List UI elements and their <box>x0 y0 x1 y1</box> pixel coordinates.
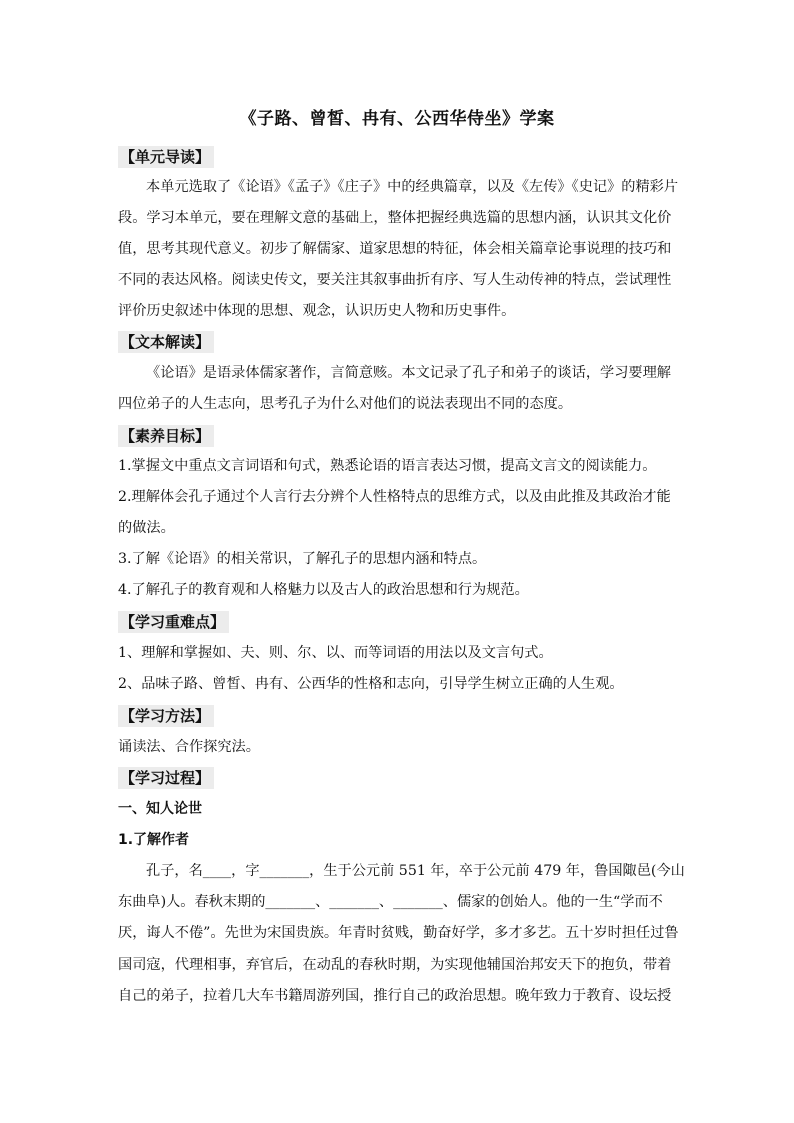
goal-item: 2.理解体会孔子通过个人言行去分辨个人性格特点的思维方式，以及由此推及其政治才能 <box>118 489 671 505</box>
goal-item: 1.掌握文中重点文言词语和句式，熟悉论语的语言表达习惯，提高文言文的阅读能力。 <box>118 458 657 474</box>
section-heading-unit-intro: 【单元导读】 <box>118 146 214 168</box>
methods-text: 诵读法、合作探究法。 <box>118 739 260 755</box>
key-point-item: 2、品味子路、曾皙、冉有、公西华的性格和志向，引导学生树立正确的人生观。 <box>118 676 624 692</box>
paragraph-line: 厌，诲人不倦”。先世为宋国贵族。年青时贫贱，勤奋好学，多才多艺。五十岁时担任过鲁 <box>118 925 679 941</box>
section-heading-process: 【学习过程】 <box>118 767 214 789</box>
section-heading-text-reading: 【文本解读】 <box>118 331 214 353</box>
section-heading-key-points: 【学习重难点】 <box>118 611 229 633</box>
paragraph-line: 东曲阜)人。春秋末期的_______、_______、_______、儒家的创始人。他的一生“学而不 <box>118 894 663 910</box>
goal-item: 4.了解孔子的教育观和人格魅力以及古人的政治思想和行为规范。 <box>118 582 529 598</box>
section-heading-methods: 【学习方法】 <box>118 705 214 727</box>
paragraph-line: 四位弟子的人生志向，思考孔子为什么对他们的说法表现出不同的态度。 <box>118 396 573 412</box>
paragraph-line: 评价历史叙述中体现的思想、观念，认识历史人物和历史事件。 <box>118 303 516 319</box>
section-heading-goals: 【素养目标】 <box>118 425 214 447</box>
document-title: 《子路、曾皙、冉有、公西华侍坐》学案 <box>239 109 555 129</box>
subheading-about-author: 1.了解作者 <box>118 832 190 848</box>
goal-item: 3.了解《论语》的相关常识，了解孔子的思想内涵和特点。 <box>118 551 487 567</box>
paragraph-line: 自己的弟子，拉着几大车书籍周游列国，推行自己的政治思想。晚年致力于教育、设坛授 <box>118 988 672 1004</box>
paragraph-line: 本单元选取了《论语》《孟子》《庄子》中的经典篇章，以及《左传》《史记》的精彩片 <box>146 179 679 195</box>
paragraph-line: 段。学习本单元，要在理解文意的基础上，整体把握经典选篇的思想内涵，认识其文化价 <box>118 210 672 226</box>
paragraph-line: 值，思考其现代意义。初步了解儒家、道家思想的特征，体会相关篇章论事说理的技巧和 <box>118 241 672 257</box>
paragraph-line: 不同的表达风格。阅读史传文，要关注其叙事曲折有序、写人生动传神的特点，尝试理性 <box>118 272 672 288</box>
key-point-item: 1、理解和掌握如、夫、则、尔、以、而等词语的用法以及文言句式。 <box>118 645 553 661</box>
subheading-know-author: 一、知人论世 <box>118 801 202 817</box>
paragraph-line: 《论语》是语录体儒家著作，言简意赅。本文记录了孔子和弟子的谈话，学习要理解 <box>146 365 671 381</box>
paragraph-line: 孔子，名____，字_______，生于公元前 551 年，卒于公元前 479 年，鲁国陬邑(今山 <box>146 863 685 879</box>
goal-item: 的做法。 <box>118 520 175 536</box>
paragraph-line: 国司寇，代理相事，弃官后，在动乱的春秋时期，为实现他辅国治邦安天下的抱负，带着 <box>118 957 672 973</box>
